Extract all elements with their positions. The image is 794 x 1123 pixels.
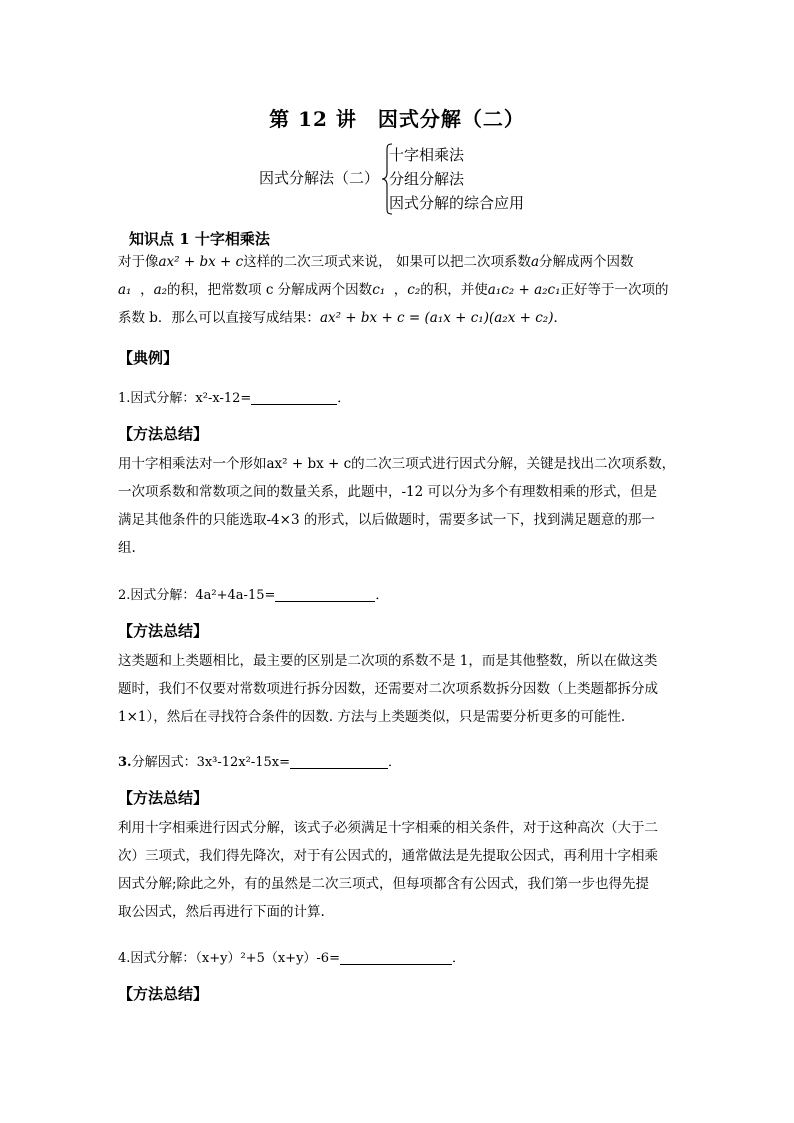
- method-summary-heading-3: 【方法总结】: [118, 789, 209, 807]
- method-summary-heading-1: 【方法总结】: [118, 425, 209, 443]
- summary-3-line: 取公因式，然后再进行下面的计算.: [118, 904, 325, 920]
- method-summary-heading-2: 【方法总结】: [118, 622, 209, 640]
- answer-blank-2[interactable]: [275, 587, 375, 602]
- method-summary-3: [118, 814, 678, 926]
- answer-blank-4[interactable]: [340, 950, 452, 965]
- summary-3-line: 利用十字相乘进行因式分解，该式子必须满足十字相乘的相关条件，对于这种高次（大于二: [118, 820, 658, 836]
- answer-blank-3[interactable]: [290, 754, 388, 769]
- outline-root: 因式分解法（二）: [259, 169, 380, 187]
- outline-item-comprehensive: 因式分解的综合应用: [389, 194, 525, 212]
- outline-items: [389, 143, 524, 215]
- lecture-title: 第 12 讲 因式分解（二）: [269, 107, 525, 131]
- kp-line-3: 系数 b．那么可以直接写成结果：ax² + bx + c = (a₁x + c₁)(a₂x + c₂)．: [118, 310, 567, 326]
- kp-line-1: 对于像ax² + bx + c这样的二次三项式来说， 如果可以把二次项系数a分解成两个因数: [118, 254, 634, 270]
- summary-3-line: 因式分解;除此之外，有的虽然是二次三项式，但每项都含有公因式，我们第一步也得先提: [118, 876, 650, 892]
- question-3: 3.分解因式：3x³-12x²-15x= ．: [118, 755, 402, 770]
- kp-line-2: a₁ ，a₂的积，把常数项 c 分解成两个因数c₁ ，c₂的积，并使a₁c₂ + a₂c₁正好等于一次项的: [118, 282, 669, 298]
- summary-2-line: 这类题和上类题相比，最主要的区别是二次项的系数不是 1，而是其他整数，所以在做这类: [118, 653, 658, 669]
- summary-2-line: 1×1），然后在寻找符合条件的因数. 方法与上类题类似，只是需要分析更多的可能性.: [118, 709, 626, 725]
- summary-1-line: 组.: [118, 540, 136, 556]
- factored-formula: ax² + bx + c = (a₁x + c₁)(a₂x + c₂): [319, 310, 554, 326]
- question-2: 2.因式分解：4a²+4a-15= ．: [118, 588, 389, 603]
- method-summary-heading-4: 【方法总结】: [118, 985, 209, 1003]
- summary-1-line: 满足其他条件的只能选取-4×3 的形式，以后做题时，需要多试一下，找到满足题意的那一: [118, 512, 655, 528]
- summary-1-line: 一次项系数和常数项之间的数量关系，此题中，-12 可以分为多个有理数相乘的形式，但是: [118, 484, 658, 500]
- knowledge-point-body: [118, 248, 678, 332]
- answer-blank-1[interactable]: [251, 390, 337, 405]
- example-heading: 【典例】: [118, 349, 179, 367]
- summary-2-line: 题时，我们不仅要对常数项进行拆分因数，还需要对二次项系数拆分因数（上类题都拆分成: [118, 681, 658, 697]
- outline-item-grouping: 分组分解法: [389, 170, 465, 188]
- method-summary-2: [118, 647, 678, 731]
- quadratic-formula: ax² + bx + c: [158, 254, 244, 270]
- outline-item-cross-multiplication: 十字相乘法: [389, 146, 465, 164]
- method-summary-1: [118, 450, 678, 562]
- summary-1-line: 用十字相乘法对一个形如ax² + bx + c的二次三项式进行因式分解，关键是找出二次项系数，: [118, 456, 676, 472]
- question-4: 4.因式分解：（x+y）²+5（x+y）-6= ．: [118, 951, 465, 966]
- knowledge-point-title: 知识点 1 十字相乘法: [129, 230, 270, 248]
- summary-3-line: 次）三项式，我们得先降次，对于有公因式的，通常做法是先提取公因式，再利用十字相乘: [118, 848, 658, 864]
- question-1: 1.因式分解：x²-x-12= ．: [118, 391, 351, 406]
